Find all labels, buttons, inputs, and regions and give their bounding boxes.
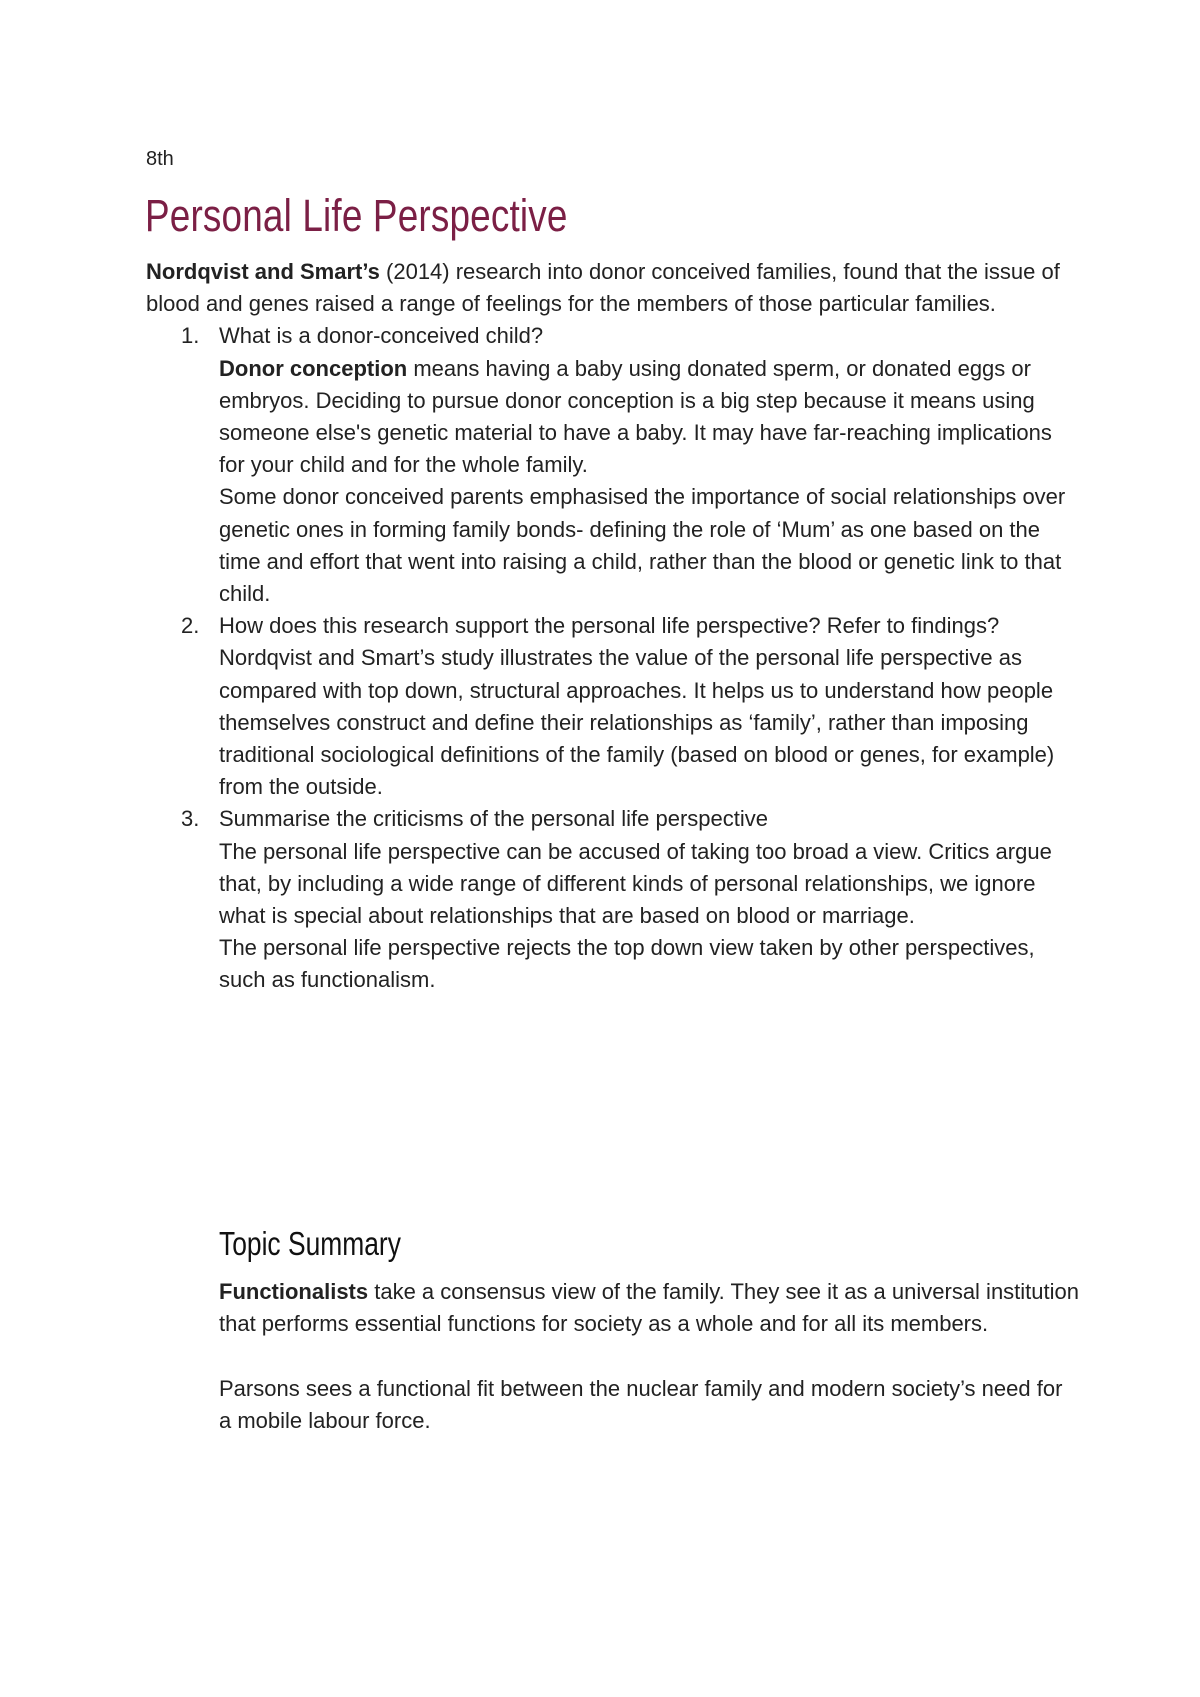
answer-text: Nordqvist and Smart’s study illustrates the value of the personal life perspective as compared with top down, structural approaches. It helps us to understand how people themselves construct and define their relationships as ‘family’, rather than imposing traditional sociological definitions of the family (based on blood or genes, for example) from the outside.: [219, 645, 1055, 800]
answer-bold: Donor conception: [219, 355, 408, 381]
main-content: [146, 256, 1076, 997]
summary-paragraph-2: Parsons sees a functional fit between the nuclear family and modern society’s need for a mobile labour force.: [219, 1375, 1063, 1433]
question-text: How does this research support the personal life perspective? Refer to findings?: [219, 613, 1000, 639]
list-item: [146, 803, 1076, 996]
page-title: Personal Life Perspective: [145, 190, 568, 241]
answer-text: The personal life perspective can be accused of taking too broad a view. Critics argue that, by including a wide range of different kinds of personal relationships, we ignore what is special about relationships that are based on blood or marriage.: [219, 838, 1052, 929]
intro-paragraph: [146, 256, 1076, 320]
answer-text: [219, 353, 1076, 482]
answer-extra: The personal life perspective rejects the top down view taken by other perspectives, such as functionalism.: [219, 935, 1035, 993]
summary-bold: Functionalists: [219, 1279, 369, 1304]
question-list: [146, 320, 1076, 996]
list-item: [146, 610, 1076, 803]
intro-bold: Nordqvist and Smart’s: [146, 259, 380, 284]
summary-text: take a consensus view of the family. They see it as a universal institution that performs essential functions for society as a whole and for all its members.: [219, 1279, 1079, 1337]
list-item: [146, 320, 1076, 610]
summary-paragraph-1: [219, 1276, 1079, 1340]
summary-heading: Topic Summary: [219, 1225, 401, 1262]
question-number: 3.: [181, 806, 200, 832]
answer-rest: means having a baby using donated sperm, or donated eggs or embryos. Deciding to pursue donor conception is a big step because it means using someone else's genetic material to have a baby. It may have far-reaching implications for your child and for the whole family.: [219, 355, 1052, 478]
answer-extra: Some donor conceived parents emphasised the importance of social relationships over genetic ones in forming family bonds- defining the role of ‘Mum’ as one based on the time and effort that went into raising a child, rather than the blood or genetic link to that child.: [219, 484, 1066, 607]
paragraph-spacer: [219, 1340, 1079, 1372]
question-text: What is a donor-conceived child?: [219, 323, 544, 349]
question-number: 2.: [181, 613, 200, 639]
intro-text: (2014) research into donor conceived families, found that the issue of blood and genes raised a range of feelings for the members of those particular families.: [146, 259, 1060, 317]
date-label: 8th: [146, 148, 174, 170]
summary-content: [219, 1276, 1079, 1437]
question-number: 1.: [181, 323, 200, 349]
question-text: Summarise the criticisms of the personal life perspective: [219, 806, 768, 832]
